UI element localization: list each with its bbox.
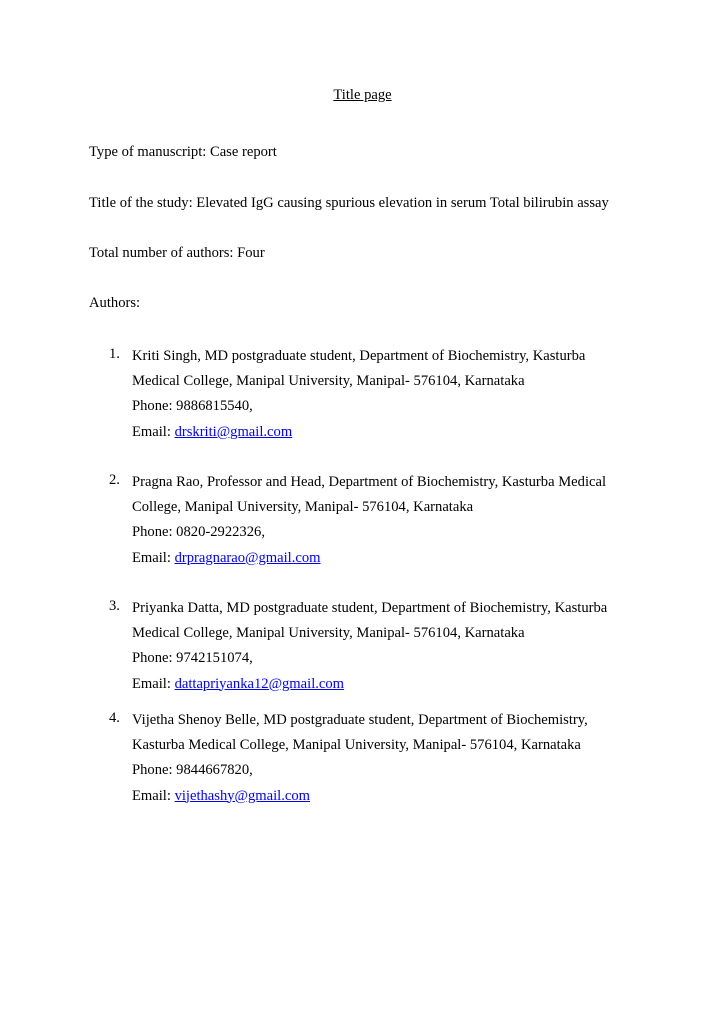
author-phone: Phone: 9886815540, <box>132 398 253 415</box>
author-phone: Phone: 9844667820, <box>132 762 253 779</box>
author-email-row <box>132 422 652 447</box>
email-link[interactable]: vijethashy@gmail.com <box>174 787 310 804</box>
author-affiliation-line: Vijetha Shenoy Belle, MD postgraduate student, Department of Biochemistry, <box>132 712 588 728</box>
email-label: Email: <box>132 549 175 566</box>
author-email-row <box>132 548 652 573</box>
email-link[interactable]: drpragnarao@gmail.com <box>174 549 321 566</box>
author-affiliation-line: Pragna Rao, Professor and Head, Department of Biochemistry, Kasturba Medical <box>132 474 607 490</box>
email-label: Email: <box>132 423 175 440</box>
author-affiliation-line: Medical College, Manipal University, Manipal- 576104, Karnataka <box>132 373 525 390</box>
author-count: Total number of authors: Four <box>89 245 265 261</box>
author-affiliation-line: Medical College, Manipal University, Manipal- 576104, Karnataka <box>132 625 525 642</box>
author-affiliation-line: Kasturba Medical College, Manipal University, Manipal- 576104, Karnataka <box>132 737 581 754</box>
list-number: 4. <box>109 710 120 726</box>
author-email-row <box>132 786 652 811</box>
list-number: 2. <box>109 472 120 488</box>
manuscript-type: Type of manuscript: Case report <box>89 144 277 160</box>
email-label: Email: <box>132 787 175 804</box>
email-label: Email: <box>132 675 175 692</box>
author-affiliation-line: Priyanka Datta, MD postgraduate student, Department of Biochemistry, Kasturba <box>132 600 608 616</box>
author-phone: Phone: 0820-2922326, <box>132 524 265 541</box>
authors-heading: Authors: <box>89 295 141 311</box>
study-title: Title of the study: Elevated IgG causing spurious elevation in serum Total bilirubin assay <box>89 195 609 211</box>
email-link[interactable]: drskriti@gmail.com <box>174 423 293 440</box>
list-number: 3. <box>109 598 120 614</box>
list-number: 1. <box>109 346 120 362</box>
author-affiliation-line: Kriti Singh, MD postgraduate student, Department of Biochemistry, Kasturba <box>132 348 586 364</box>
email-link[interactable]: dattapriyanka12@gmail.com <box>174 675 345 692</box>
author-phone: Phone: 9742151074, <box>132 650 253 667</box>
author-email-row <box>132 674 652 699</box>
author-affiliation-line: College, Manipal University, Manipal- 576104, Karnataka <box>132 499 474 516</box>
page-title: Title page <box>333 87 392 103</box>
